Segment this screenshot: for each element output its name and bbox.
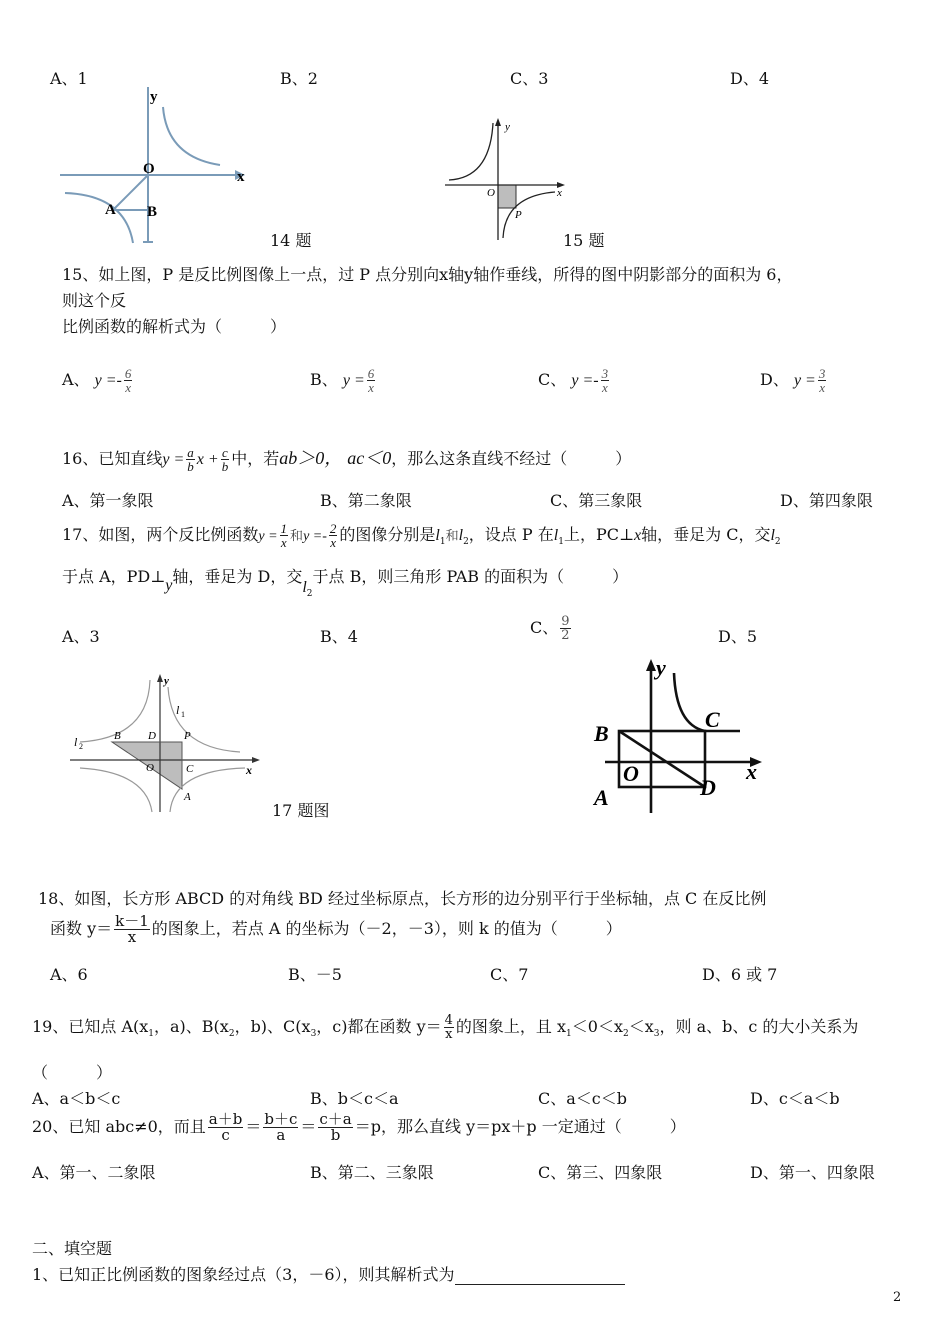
q16-option-a: A、第一象限: [62, 491, 154, 510]
q15-option-a: A、 y =- $\frac{6}{x}$: [62, 366, 132, 395]
q14-option-a: A、1: [50, 69, 88, 88]
q16-option-d: D、第四象限: [780, 491, 873, 510]
svg-text:O: O: [146, 762, 154, 774]
fig14-caption: 14 题: [270, 231, 312, 250]
q19-option-c: C、a＜c＜b: [538, 1089, 627, 1108]
page-number: 2: [893, 1290, 902, 1305]
label-y: y: [150, 89, 158, 105]
svg-text:y: y: [656, 655, 666, 680]
q15-option-b: B、 y = $\frac{6}{x}$: [310, 366, 375, 395]
q18-option-a: A、6: [50, 965, 88, 984]
svg-text:x: x: [746, 759, 757, 784]
q14-option-b: B、2: [280, 69, 318, 88]
q15-option-d: D、 y = $\frac{3}{x}$: [760, 366, 826, 395]
figure-14: [55, 85, 260, 245]
q17-option-d: D、5: [718, 627, 758, 646]
svg-text:D: D: [700, 775, 716, 800]
q16-option-c: C、第三象限: [550, 491, 643, 510]
svg-text:B: B: [594, 721, 609, 746]
q19-option-d: D、c＜a＜b: [750, 1089, 840, 1108]
svg-text:x: x: [557, 187, 562, 199]
svg-text:y: y: [505, 121, 510, 133]
q19-line2: （ ）: [32, 1063, 113, 1082]
q14-option-c: C、3: [510, 69, 549, 88]
q19-option-a: A、a＜b＜c: [32, 1089, 121, 1108]
q17-line2: 于点 A，PD⊥y轴，垂足为 D，交$l_2$于点 B，则三角形 PAB 的面积为（ ）: [62, 567, 629, 599]
svg-text:2: 2: [79, 742, 83, 751]
curve-l1-q3: [80, 768, 152, 812]
svg-text:y: y: [164, 675, 169, 687]
figure-17: [70, 672, 270, 817]
q18-option-b: B、－5: [288, 965, 342, 984]
q18-option-c: C、7: [490, 965, 529, 984]
figure-15: [445, 118, 575, 243]
q20-option-a: A、第一、二象限: [32, 1163, 156, 1182]
q15-line1: 15、如上图，P 是反比例图像上一点，过 P 点分别向x轴y轴作垂线，所得的图中阴影部分的面积为 6，: [62, 265, 793, 284]
q17-line1: 17、如图，两个反比例函数y = $\frac{1}{x}$ 和y =- $\frac{2}{x}$ 的图像分别是$l_1$和$l_2$，设点 P 在$l_1$上，PC⊥x轴，垂足为 C，交$l_2$: [62, 521, 781, 550]
q20-option-d: D、第一、四象限: [750, 1163, 875, 1182]
svg-text:l: l: [176, 703, 180, 717]
q15-line2: 则这个反: [62, 291, 127, 310]
q15-option-c: C、 y =- $\frac{3}{x}$: [538, 366, 609, 395]
label-o: O: [143, 161, 155, 177]
svg-text:1: 1: [181, 710, 185, 719]
svg-text:x: x: [246, 763, 252, 777]
q19-option-b: B、b＜c＜a: [310, 1089, 399, 1108]
svg-text:l: l: [74, 735, 78, 749]
q17-option-b: B、4: [320, 627, 358, 646]
svg-text:D: D: [148, 730, 156, 742]
svg-text:O: O: [623, 761, 639, 786]
label-b: B: [147, 204, 158, 220]
q19-stem: 19、已知点 $A(x_1$，a)、$B(x_2$，b)、$C(x_3$，c)都在函数 y＝ $\frac{4}{x}$ 的图象上，且 $x_1<0<x_2<x_3$，则 a、b、c 的大小关系为: [32, 1013, 859, 1042]
fig17-caption: 17 题图: [272, 801, 330, 820]
q18-option-d: D、6 或 7: [702, 965, 778, 984]
svg-text:A: A: [184, 791, 191, 803]
section2-q1: 1、已知正比例函数的图象经过点（3，－6），则其解析式为: [32, 1262, 625, 1285]
figure-18: [590, 655, 770, 815]
curve-c: [674, 673, 705, 731]
q17-option-c: C、 $\frac{9}{2}$: [530, 614, 570, 643]
q20-stem: 20、已知 abc≠0，而且 $\frac{a+b}{c}$ ＝ $\frac{b+c}{a}$ ＝ $\frac{c+a}{b}$ ＝p，那么直线 y＝px＋p 一定通过（ ）: [32, 1110, 686, 1144]
shaded-rect: [498, 185, 516, 208]
q17-option-a: A、3: [62, 627, 100, 646]
svg-text:P: P: [184, 730, 191, 742]
q18-line1: 18、如图，长方形 ABCD 的对角线 BD 经过坐标原点，长方形的边分别平行于坐标轴，点 C 在反比例: [38, 889, 767, 908]
q20-option-c: C、第三、四象限: [538, 1163, 663, 1182]
svg-text:O: O: [487, 187, 495, 199]
svg-text:P: P: [515, 209, 522, 221]
q15-line3: 比例函数的解析式为（ ）: [62, 317, 287, 336]
curve-q2: [449, 123, 493, 180]
fig15-caption: 15 题: [563, 231, 605, 250]
q18-line2: 函数 y＝ $\frac{k-1}{x}$ 的图象上，若点 A 的坐标为（－2，－3），则 k 的值为（ ）: [50, 912, 622, 946]
q16-stem: 16、已知直线y = $\frac{a}{b}$ x + $\frac{c}{b}$ 中，若ab＞0， ac＜0，那么这条直线不经过（ ）: [62, 445, 632, 474]
svg-text:C: C: [705, 707, 720, 732]
curve-q1: [163, 107, 220, 165]
svg-text:B: B: [114, 730, 121, 742]
svg-text:A: A: [594, 785, 609, 810]
q16-option-b: B、第二象限: [320, 491, 412, 510]
q20-option-b: B、第二、三象限: [310, 1163, 434, 1182]
q14-option-d: D、4: [730, 69, 770, 88]
svg-text:C: C: [186, 763, 194, 775]
answer-blank[interactable]: [455, 1270, 625, 1285]
label-a: A: [105, 202, 116, 218]
label-x: x: [237, 169, 245, 185]
section2-heading: 二、填空题: [32, 1239, 113, 1258]
